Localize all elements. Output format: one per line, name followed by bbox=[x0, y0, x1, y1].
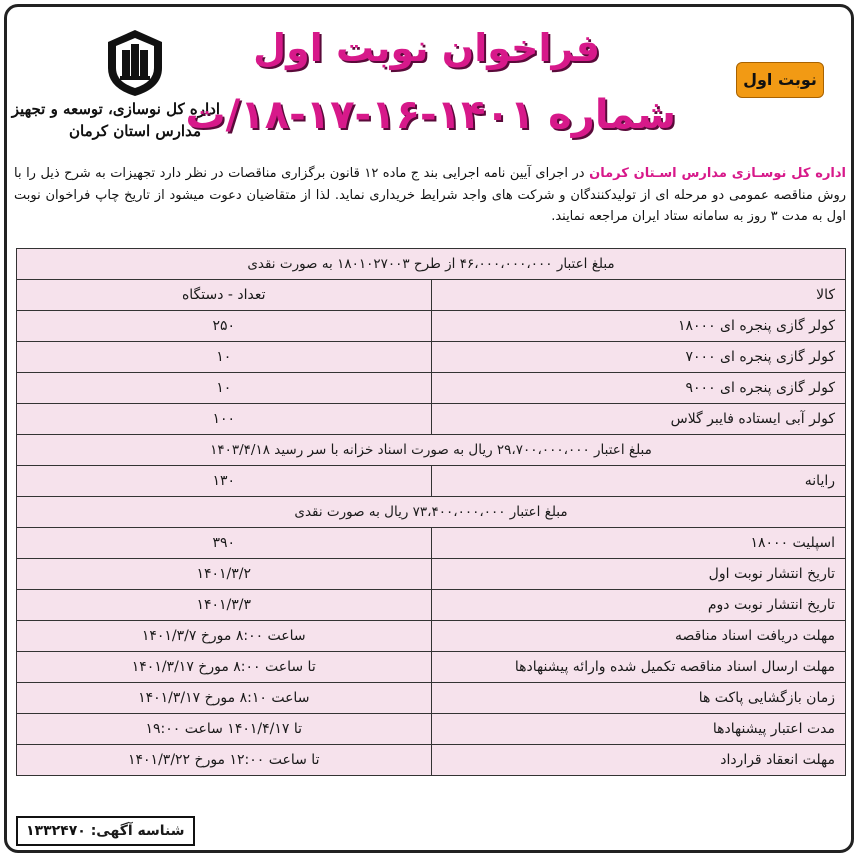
budget-row-1 bbox=[17, 249, 846, 280]
schedule-label: تاریخ انتشار نوبت دوم bbox=[431, 590, 846, 621]
org-name-line2: مدارس استان کرمان bbox=[69, 122, 201, 140]
notice-id-box bbox=[16, 816, 195, 846]
table-row bbox=[17, 528, 846, 559]
table-row bbox=[17, 311, 846, 342]
notice-id-number: ۱۳۳۲۴۷۰ bbox=[26, 823, 86, 839]
schedule-value: تا ساعت ۸:۰۰ مورخ ۱۴۰۱/۳/۱۷ bbox=[17, 652, 432, 683]
intro-paragraph bbox=[14, 163, 846, 228]
intro-org-name: اداره کل نوسـازی مدارس اسـتان کرمان bbox=[589, 166, 847, 181]
notice-id-label: شناسه آگهی: bbox=[90, 823, 185, 839]
schedule-value: ساعت ۸:۱۰ مورخ ۱۴۰۱/۳/۱۷ bbox=[17, 683, 432, 714]
item-name: کولر آبی ایستاده فایبر گلاس bbox=[431, 404, 846, 435]
schedule-value: تا ساعت ۱۲:۰۰ مورخ ۱۴۰۱/۳/۲۲ bbox=[17, 745, 432, 776]
item-qty: ۱۰ bbox=[17, 342, 432, 373]
schedule-row bbox=[17, 590, 846, 621]
intro-text: در اجرای آیین نامه اجرایی بند ج ماده ۱۲ قانون برگزاری مناقصات در نظر دارد تجهیزات به شرح ذیل را با روش مناقصه عمومی دو مرحله ای از تولیدکنندگان و شرکت های واجد شرایط خریداری نماید. لذا از متقاضیان دعوت میشود از تاریخ چاپ فراخوان نوبت اول به مدت ۳ روز به سامانه ستاد ایران مراجعه نمایند. bbox=[14, 166, 846, 224]
table-row bbox=[17, 373, 846, 404]
item-qty: ۱۳۰ bbox=[17, 466, 432, 497]
schedule-label: زمان بازگشایی پاکت ها bbox=[431, 683, 846, 714]
table-row bbox=[17, 466, 846, 497]
schedule-row bbox=[17, 559, 846, 590]
notice-number: شماره ۱۴۰۱-۱۶-۱۷-۱۸/ت bbox=[185, 92, 676, 138]
budget-row-3 bbox=[17, 497, 846, 528]
item-qty: ۱۰۰ bbox=[17, 404, 432, 435]
schedule-value: ساعت ۸:۰۰ مورخ ۱۴۰۱/۳/۷ bbox=[17, 621, 432, 652]
tender-table bbox=[16, 248, 846, 776]
table-row bbox=[17, 342, 846, 373]
schedule-row bbox=[17, 745, 846, 776]
schedule-label: تاریخ انتشار نوبت اول bbox=[431, 559, 846, 590]
schedule-label: مهلت ارسال اسناد مناقصه تکمیل شده وارائه پیشنهادها bbox=[431, 652, 846, 683]
schedule-row bbox=[17, 652, 846, 683]
budget-row-2 bbox=[17, 435, 846, 466]
schedule-row bbox=[17, 621, 846, 652]
notice-title: فراخوان نوبت اول bbox=[253, 26, 600, 70]
round-badge: نوبت اول bbox=[736, 62, 824, 98]
schedule-label: مهلت دریافت اسناد مناقصه bbox=[431, 621, 846, 652]
org-name-line1: اداره کل نوسازی، توسعه و تجهیز bbox=[11, 100, 220, 118]
table-header-row bbox=[17, 280, 846, 311]
item-name: اسپلیت ۱۸۰۰۰ bbox=[431, 528, 846, 559]
org-emblem-icon bbox=[104, 28, 166, 98]
budget-cell-2: مبلغ اعتبار ۲۹،۷۰۰،۰۰۰،۰۰۰ ریال به صورت اسناد خزانه با سر رسید ۱۴۰۳/۴/۱۸ bbox=[17, 435, 846, 466]
budget-cell-3: مبلغ اعتبار ۷۳،۴۰۰،۰۰۰،۰۰۰ ریال به صورت نقدی bbox=[17, 497, 846, 528]
item-qty: ۲۵۰ bbox=[17, 311, 432, 342]
schedule-label: مدت اعتبار پیشنهادها bbox=[431, 714, 846, 745]
item-name: کولر گازی پنجره ای ۷۰۰۰ bbox=[431, 342, 846, 373]
budget-cell-1: مبلغ اعتبار ۴۶،۰۰۰،۰۰۰،۰۰۰ از طرح ۱۸۰۱۰۲۷۰۰۳ به صورت نقدی bbox=[17, 249, 846, 280]
item-qty: ۱۰ bbox=[17, 373, 432, 404]
schedule-row bbox=[17, 714, 846, 745]
header-qty: تعداد - دستگاه bbox=[17, 280, 432, 311]
item-name: رایانه bbox=[431, 466, 846, 497]
item-name: کولر گازی پنجره ای ۱۸۰۰۰ bbox=[431, 311, 846, 342]
schedule-value: ۱۴۰۱/۳/۳ bbox=[17, 590, 432, 621]
schedule-value: تا ۱۴۰۱/۴/۱۷ ساعت ۱۹:۰۰ bbox=[17, 714, 432, 745]
schedule-row bbox=[17, 683, 846, 714]
header-item: کالا bbox=[431, 280, 846, 311]
schedule-value: ۱۴۰۱/۳/۲ bbox=[17, 559, 432, 590]
item-name: کولر گازی پنجره ای ۹۰۰۰ bbox=[431, 373, 846, 404]
item-qty: ۳۹۰ bbox=[17, 528, 432, 559]
schedule-label: مهلت انعقاد قرارداد bbox=[431, 745, 846, 776]
table-row bbox=[17, 404, 846, 435]
